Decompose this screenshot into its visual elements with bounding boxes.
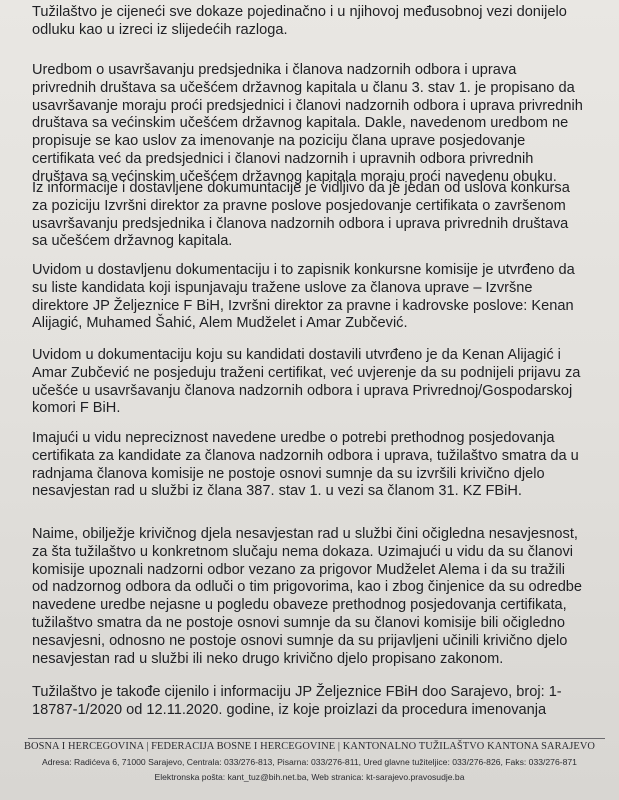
footer-institution <box>0 741 619 752</box>
text-line: usavršavanje moraju proći predsjednici i članovi nadzornih odbora i uprava privrednih <box>32 97 583 114</box>
text-line: društava sa većinskim učešćem državnog kapitala moraju proći navedenu obuku. <box>32 168 557 185</box>
text-line: Uvidom u dostavljenu dokumentaciju i to zapisnik konkursne komisije je utvrđeno da <box>32 262 575 278</box>
footer-address <box>0 757 619 767</box>
text-line: društava sa većinskim učešćem državnog kapitala. Dakle, navedenom uredbom ne <box>32 115 569 132</box>
text-line: za poziciju Izvršni direktor za pravne poslove posjedovanje certifikata o završenom <box>32 197 566 214</box>
paragraph-informacija <box>32 684 606 720</box>
text-line: su liste kandidata koji ispunjavaju tražene uslove za članova uprave – Izvršne <box>32 279 533 296</box>
paragraph-certifikat <box>32 347 606 418</box>
paragraph-uredba <box>32 62 606 187</box>
paragraph-konkurs <box>32 180 606 251</box>
text-line: nesavjesni, odnosno ne postoje osnovi sumnje da su prijavljeni učinili krivično djelo <box>32 632 568 649</box>
text-line: tužilaštvo smatra da ne postoje osnovi sumnje da su članovi komisije bili očigledno <box>32 614 565 631</box>
text-line: Tužilaštvo je takođe cijenilo i informaciju JP Željeznice FBiH doo Sarajevo, broj: 1- <box>32 684 562 700</box>
text-line: učešće u usavršavanju članova nadzornih odbora i uprava Privrednoj/Gospodarskoj <box>32 382 573 399</box>
text-line: certifikata već da predsjednici i članovi nadzornih i upravnih odbora privrednih <box>32 150 534 167</box>
text-line: propisuje se kao uslov za imenovanje na poziciju člana uprave posjedovanje <box>32 133 526 150</box>
text-line: usavršavanju predsjednika i članova nadzornih odbora i uprava privrednih društava <box>32 215 569 232</box>
text-line: za šta tužilaštvo u konkretnom slučaju nema dokaza. Uzimajući u vidu da su članovi <box>32 543 574 560</box>
paragraph-intro <box>32 4 592 40</box>
text-line: nesavjestan rad u službi ili neko drugo krivično djelo propisano zakonom. <box>32 650 504 667</box>
text-line: Uvidom u dokumentaciju koju su kandidati dostavili utvrđeno je da Kenan Alijagić i <box>32 347 561 363</box>
text-line: Iz informacije i dostavljene dokumuntacije je vidljivo da je jedan od uslova konkursa <box>32 180 570 196</box>
footer-text: Adresa: Radićeva 6, 71000 Sarajevo, Centrala: 033/276-813, Pisarna: 033/276-811, Ured glavne tužiteljice: 033/276-826, Faks: 033/276-871 <box>42 757 577 767</box>
paragraph-nesavjesnost <box>32 526 606 668</box>
text-line: privrednih društava sa učešćem državnog kapitala u članu 3. stav 1. je propisano da <box>32 79 575 96</box>
footer-text: Elektronska pošta: kant_tuz@bih.net.ba, Web stranica: kt-sarajevo.pravosudje.ba <box>154 772 465 782</box>
text-line: direktore JP Željeznice F BiH, Izvršni direktor za pravne i kadrovske poslove: Kenan <box>32 297 574 314</box>
text-line: odluku kao u izreci iz slijedećih razloga. <box>32 21 288 38</box>
text-line: radnjama članova komisije ne postoje osnovi sumnje da su izvršili krivično djelo <box>32 465 545 482</box>
text-line: komisije upoznali nadzorni odbor vezano za prigovor Mudželet Alema i da su tražili <box>32 561 565 578</box>
text-line: od nadzornog odbora da odluči o tim prigovorima, kao i zbog činjenice da su odredbe <box>32 579 583 596</box>
letterhead-footer <box>0 736 619 800</box>
text-line: Uredbom o usavršavanju predsjednika i članova nadzornih odbora i uprava <box>32 62 517 78</box>
text-line: Imajući u vidu nepreciznost navedene uredbe o potrebi prethodnog posjedovanja <box>32 430 555 446</box>
text-line: certifikata za kandidate za članova nadzornih odbora i uprava, tužilaštvo smatra da u <box>32 447 579 464</box>
footer-divider <box>28 738 605 739</box>
text-line: nesavjestan rad u službi iz člana 387. stav 1. u vezi sa članom 31. KZ FBiH. <box>32 483 522 500</box>
text-line: navedene uredbe nejasne u pogledu obaveze prethodnog posjedovanja certifikata, <box>32 597 567 614</box>
text-line: 18787-1/2020 od 12.11.2020. godine, iz koje proizlazi da procedura imenovanja <box>32 701 547 718</box>
paragraph-nepreciznost <box>32 430 606 501</box>
footer-contact <box>0 772 619 782</box>
footer-text: BOSNA I HERCEGOVINA | FEDERACIJA BOSNE I HERCEGOVINE | KANTONALNO TUŽILAŠTVO KANTONA SARAJEVO <box>23 741 596 752</box>
text-line: Alijagić, Muhamed Šahić, Alem Mudželet i Amar Zubčević. <box>32 315 408 332</box>
paragraph-zapisnik <box>32 262 606 333</box>
text-line: Naime, obilježje krivičnog djela nesavjestan rad u službi čini očigledna nesavjesnost, <box>32 526 578 542</box>
text-line: sa učešćem državnog kapitala. <box>32 233 233 250</box>
text-line: komori F BiH. <box>32 400 121 417</box>
text-line: Tužilaštvo je cijeneći sve dokaze pojedinačno i u njihovoj međusobnoj vezi donijelo <box>32 4 567 20</box>
text-line: Amar Zubčević ne posjeduju traženi certifikat, već uvjerenje da su podnijeli prijavu za <box>32 364 581 381</box>
